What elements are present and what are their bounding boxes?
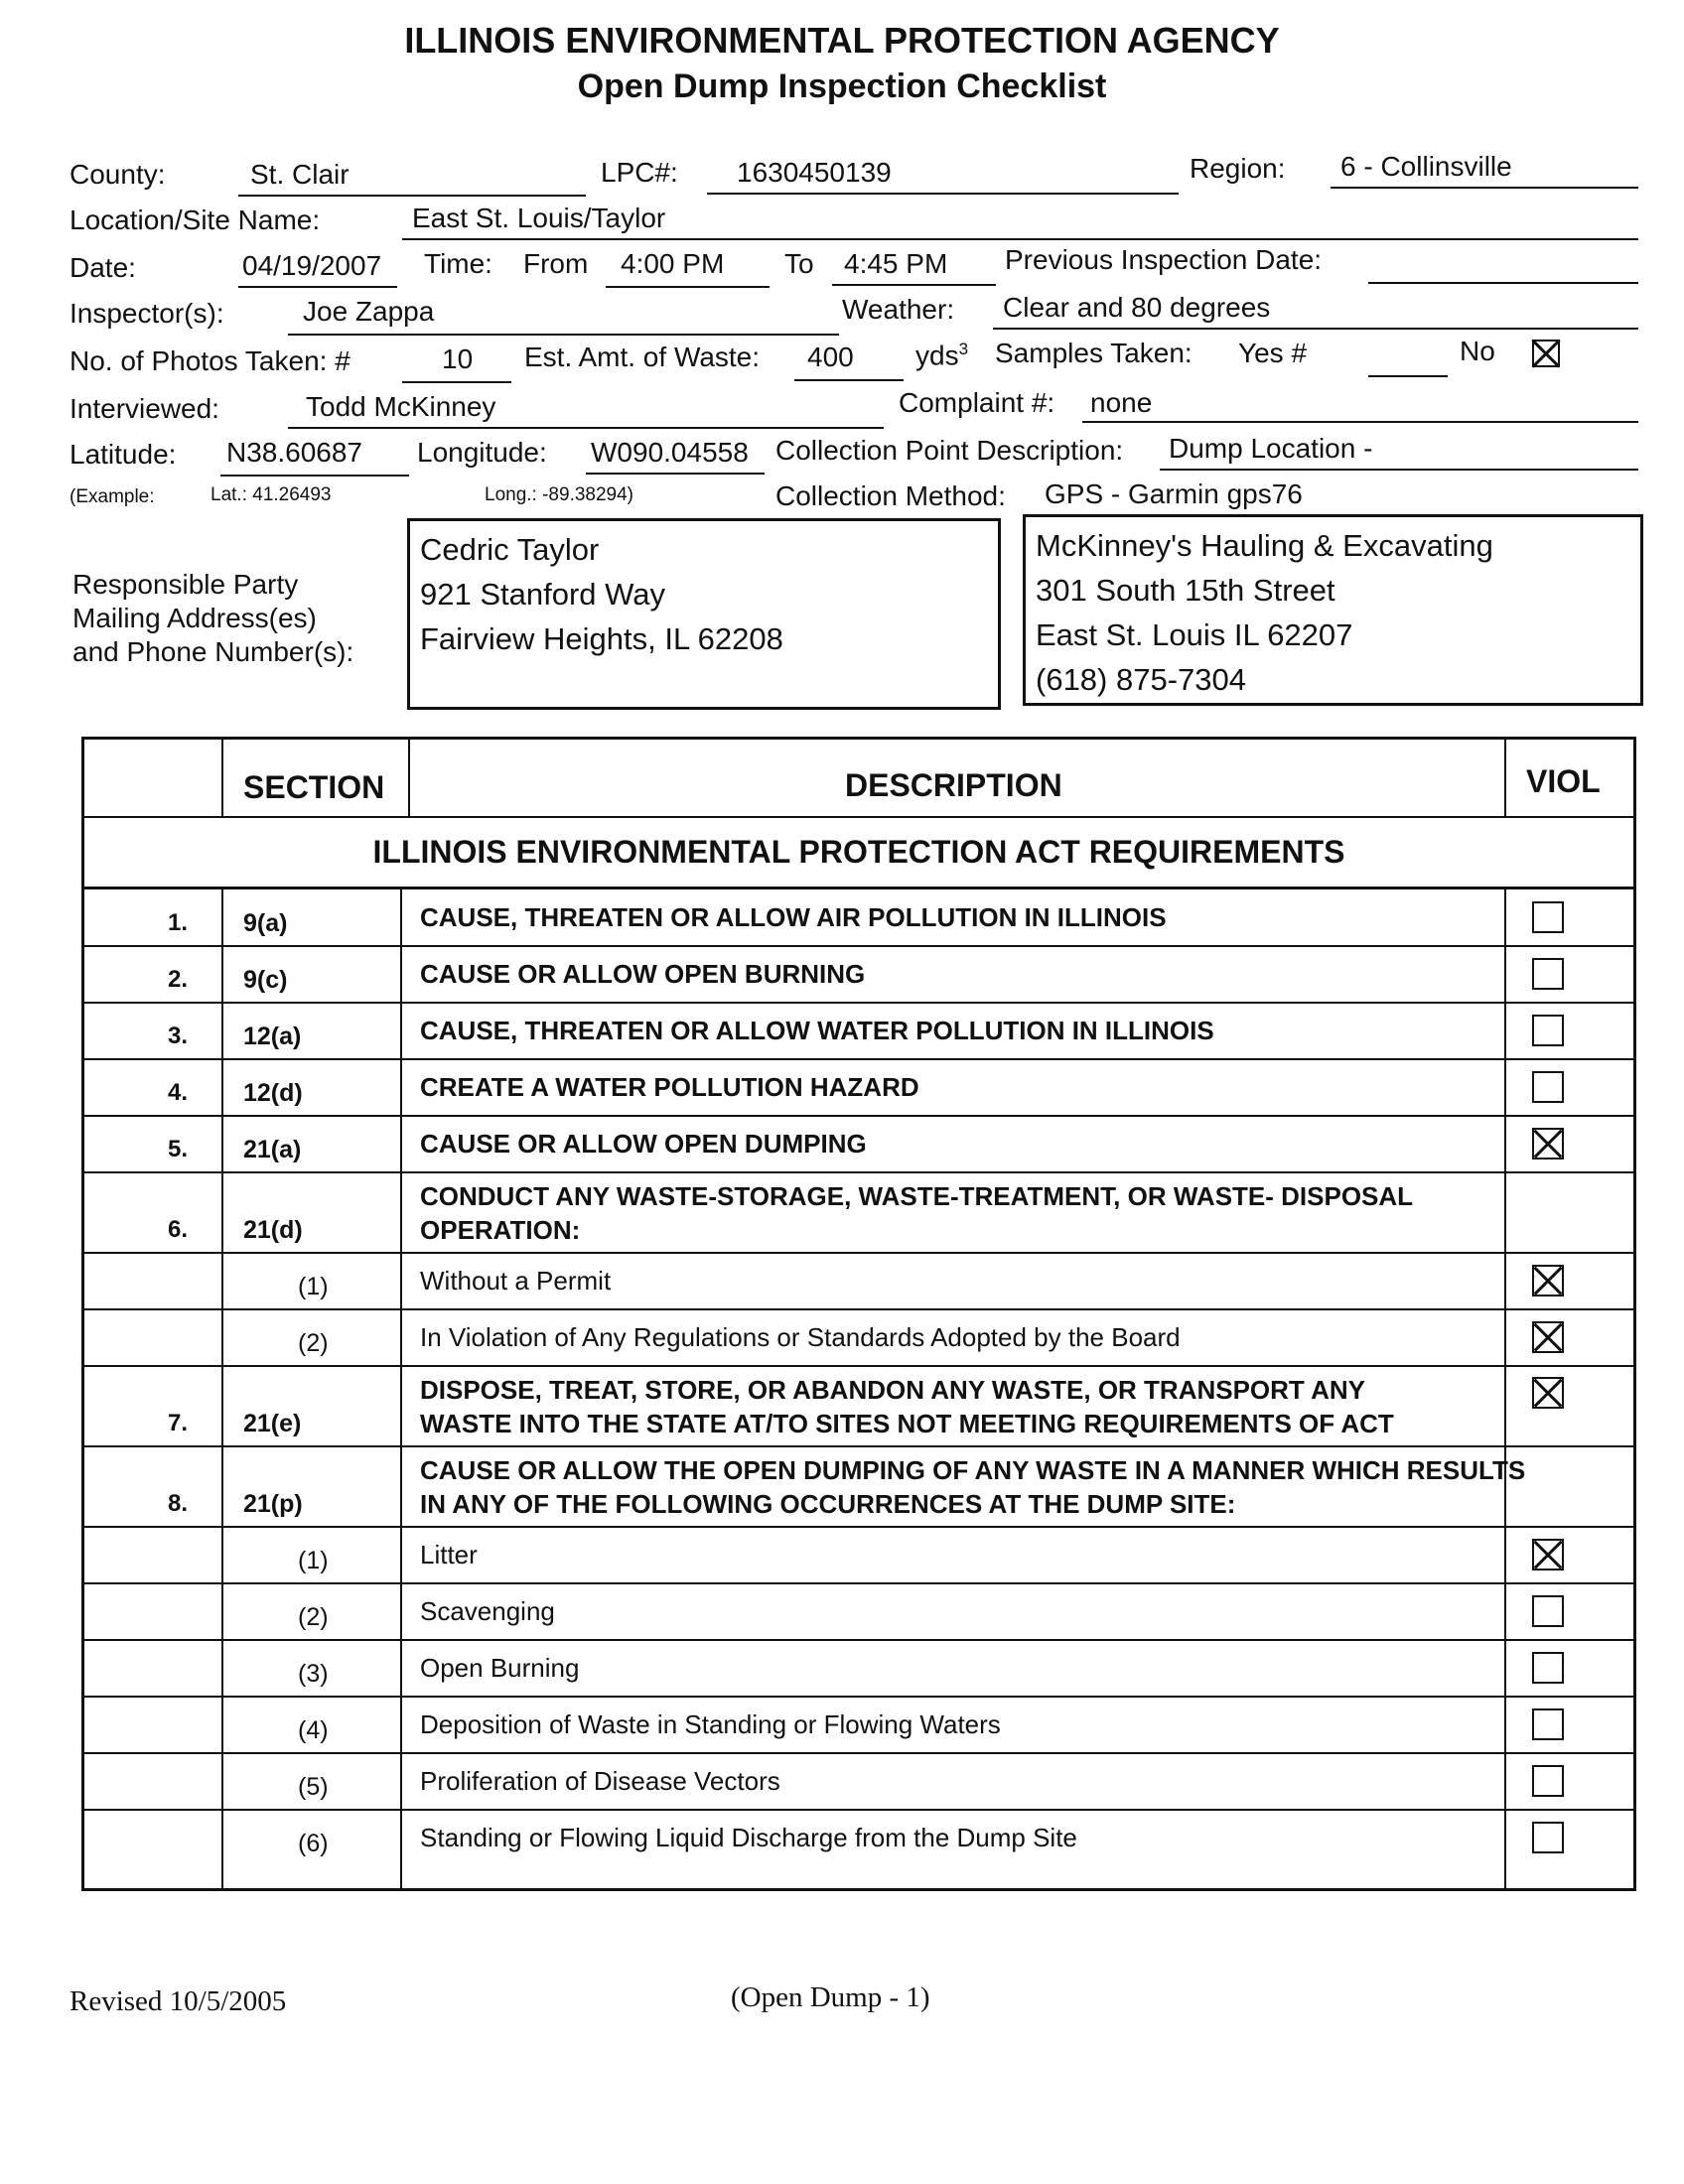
viol-checkbox[interactable] [1532,901,1564,933]
collection-method-label: Collection Method: [775,480,1006,511]
row-section: (3) [298,1660,329,1688]
example-long: Long.: -89.38294) [485,484,634,505]
row-description: CAUSE OR ALLOW OPEN BURNING [420,958,866,989]
party1-street: 921 Stanford Way [420,577,665,612]
county-value: St. Clair [250,159,350,190]
party1-name: Cedric Taylor [420,532,600,567]
inspector-label: Inspector(s): [70,298,224,329]
viol-checkbox[interactable] [1532,1765,1564,1797]
interviewed-value: Todd McKinney [306,391,496,422]
weather-label: Weather: [842,294,955,325]
complaint-label: Complaint #: [899,387,1055,418]
site-label: Location/Site Name: [70,205,321,235]
interviewed-label: Interviewed: [70,393,219,424]
row-section: (1) [298,1547,329,1574]
photos-label: No. of Photos Taken: # [70,345,351,376]
row-number: 2. [167,966,188,993]
responsible-party-label: Responsible Party Mailing Address(es) and Phone Number(s): [72,569,354,667]
collection-point-value: Dump Location - [1169,433,1373,464]
to-label: To [784,248,814,279]
responsible-party-2-box [1023,514,1643,706]
row-section: 21(a) [243,1136,302,1163]
date-label: Date: [70,252,136,283]
party2-street: 301 South 15th Street [1036,573,1335,608]
row-section: 21(e) [243,1410,302,1437]
region-label: Region: [1190,153,1286,184]
region-value: 6 - Collinsville [1340,151,1512,182]
viol-checkbox[interactable] [1532,1708,1564,1740]
col-viol-header: VIOL [1526,763,1601,799]
row-description: Without a Permit [420,1265,612,1296]
row-description: Open Burning [420,1652,580,1683]
row-description: CAUSE, THREATEN OR ALLOW AIR POLLUTION IN ILLINOIS [420,901,1167,932]
row-description: CONDUCT ANY WASTE-STORAGE, WASTE-TREATMENT, OR WASTE- DISPOSAL [420,1181,1414,1211]
row-section: (2) [298,1603,329,1631]
time-from-value: 4:00 PM [621,248,725,279]
page-label: (Open Dump - 1) [731,1981,930,2013]
viol-checkbox[interactable] [1532,1321,1564,1353]
row-description: Litter [420,1539,478,1570]
lpc-value: 1630450139 [737,157,892,188]
lpc-label: LPC#: [601,157,678,188]
samples-no-checkbox[interactable] [1532,340,1560,367]
complaint-value: none [1090,387,1153,418]
revised-date: Revised 10/5/2005 [70,1985,287,2017]
row-section: 21(p) [243,1490,303,1518]
samples-no-label: No [1460,336,1495,366]
party2-name: McKinney's Hauling & Excavating [1036,528,1493,563]
row-description: Standing or Flowing Liquid Discharge from the Dump Site [420,1822,1077,1852]
inspector-value: Joe Zappa [303,296,435,327]
date-value: 04/19/2007 [242,250,382,281]
row-number: 3. [167,1023,188,1049]
example-label: (Example: [70,486,155,507]
weather-value: Clear and 80 degrees [1003,292,1271,323]
samples-label: Samples Taken: [995,338,1193,368]
act-requirements-banner: ILLINOIS ENVIRONMENTAL PROTECTION ACT REQUIREMENTS [372,834,1345,870]
form-title: Open Dump Inspection Checklist [577,68,1107,105]
row-section: (1) [298,1273,329,1300]
row-description: Deposition of Waste in Standing or Flowing Waters [420,1708,1001,1739]
site-value: East St. Louis/Taylor [412,203,666,233]
example-lat: Lat.: 41.26493 [210,484,332,505]
row-section: (4) [298,1716,329,1744]
prev-inspection-label: Previous Inspection Date: [1005,244,1323,275]
row-description: CAUSE OR ALLOW OPEN DUMPING [420,1128,867,1159]
row-section: 12(a) [243,1023,302,1050]
row-section: 21(d) [243,1216,303,1244]
latitude-value: N38.60687 [226,437,363,468]
responsible-party-1-box [407,518,1001,710]
row-section: (6) [298,1830,329,1857]
viol-checkbox[interactable] [1532,1595,1564,1627]
viol-checkbox[interactable] [1532,1265,1564,1297]
viol-checkbox[interactable] [1532,1071,1564,1103]
collection-point-label: Collection Point Description: [775,435,1124,466]
viol-checkbox[interactable] [1532,1822,1564,1853]
row-description: In Violation of Any Regulations or Standards Adopted by the Board [420,1321,1181,1352]
longitude-value: W090.04558 [591,437,749,468]
row-number: 4. [167,1079,188,1106]
time-to-value: 4:45 PM [844,248,948,279]
row-number: 7. [167,1410,188,1436]
collection-method-value: GPS - Garmin gps76 [1045,478,1303,509]
row-section: 12(d) [243,1079,303,1107]
row-description-line2: IN ANY OF THE FOLLOWING OCCURRENCES AT THE DUMP SITE: [420,1489,1236,1519]
row-number: 8. [167,1490,188,1517]
row-number: 1. [167,909,188,936]
waste-value: 400 [807,341,854,372]
row-description: CAUSE, THREATEN OR ALLOW WATER POLLUTION IN ILLINOIS [420,1015,1214,1045]
photos-value: 10 [442,343,474,374]
viol-checkbox[interactable] [1532,1539,1564,1570]
row-description: CAUSE OR ALLOW THE OPEN DUMPING OF ANY WASTE IN A MANNER WHICH RESULTS [420,1455,1526,1485]
time-label: Time: [424,248,492,279]
samples-yes-label: Yes # [1238,338,1308,368]
agency-title: ILLINOIS ENVIRONMENTAL PROTECTION AGENCY [404,20,1280,61]
party2-city: East St. Louis IL 62207 [1036,617,1353,652]
latitude-label: Latitude: [70,439,177,470]
row-section: (2) [298,1329,329,1357]
viol-checkbox[interactable] [1532,1652,1564,1684]
row-section: (5) [298,1773,329,1801]
waste-unit: yds$^3$ [915,340,969,371]
from-label: From [523,248,589,279]
row-description: CREATE A WATER POLLUTION HAZARD [420,1071,919,1102]
row-section: 9(c) [243,966,288,994]
party2-phone: (618) 875-7304 [1036,662,1246,697]
col-section-header: SECTION [243,769,385,805]
county-label: County: [70,159,166,190]
viol-checkbox[interactable] [1532,958,1564,990]
viol-checkbox[interactable] [1532,1377,1564,1409]
row-description-line2: OPERATION: [420,1215,581,1245]
viol-checkbox[interactable] [1532,1015,1564,1046]
waste-label: Est. Amt. of Waste: [524,341,761,372]
row-section: 9(a) [243,909,288,937]
longitude-label: Longitude: [417,437,547,468]
party1-city: Fairview Heights, IL 62208 [420,621,783,656]
row-number: 5. [167,1136,188,1162]
row-number: 6. [167,1216,188,1243]
col-description-header: DESCRIPTION [845,767,1062,803]
requirements-table [81,737,1636,1891]
row-description: DISPOSE, TREAT, STORE, OR ABANDON ANY WASTE, OR TRANSPORT ANY [420,1375,1365,1405]
row-description-line2: WASTE INTO THE STATE AT/TO SITES NOT MEETING REQUIREMENTS OF ACT [420,1409,1394,1438]
viol-checkbox[interactable] [1532,1128,1564,1160]
row-description: Scavenging [420,1595,555,1626]
row-description: Proliferation of Disease Vectors [420,1765,780,1796]
